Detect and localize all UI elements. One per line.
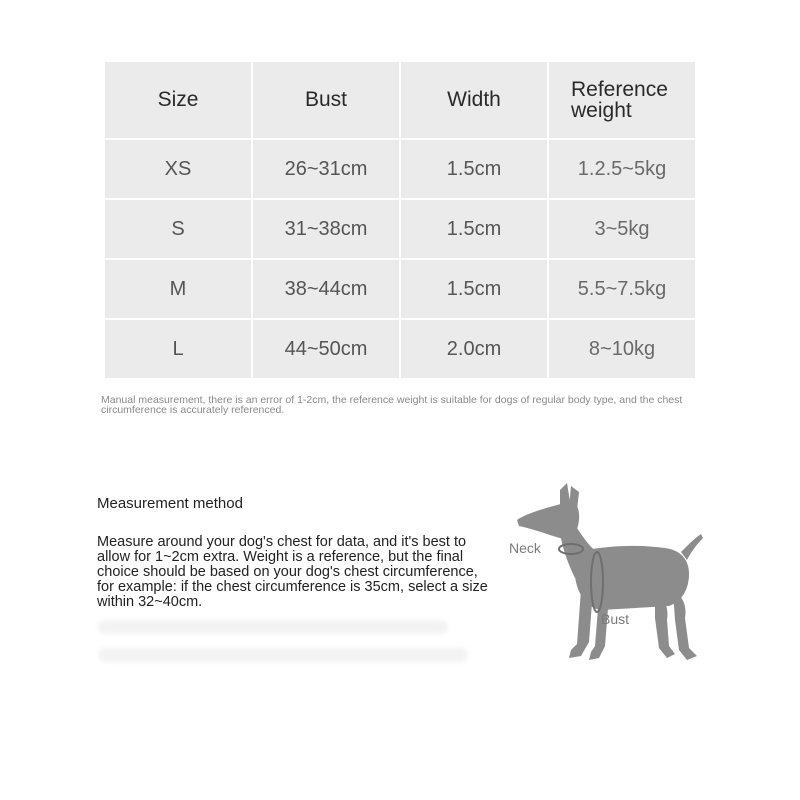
header-size: Size xyxy=(105,62,251,138)
cell-width: 1.5cm xyxy=(401,200,547,258)
table-row xyxy=(105,260,695,318)
cell-weight: 5.5~7.5kg xyxy=(549,260,695,318)
cell-weight: 8~10kg xyxy=(549,320,695,378)
cell-size: L xyxy=(105,320,251,378)
cell-size: M xyxy=(105,260,251,318)
cell-bust: 26~31cm xyxy=(253,140,399,198)
bust-label: Bust xyxy=(601,611,630,627)
measurement-note: Manual measurement, there is an error of 1-2cm, the reference weight is suitable for dogs of regular body type, and the chest circumference is accurately referenced. xyxy=(101,394,683,416)
header-width: Width xyxy=(401,62,547,138)
header-reference-line1: Reference xyxy=(571,78,668,101)
header-bust: Bust xyxy=(253,62,399,138)
cell-width: 2.0cm xyxy=(401,320,547,378)
cell-width: 1.5cm xyxy=(401,260,547,318)
dog-silhouette-icon xyxy=(517,483,703,660)
cell-weight: 1.2.5~5kg xyxy=(549,140,695,198)
blurred-text-line xyxy=(98,648,468,662)
cell-bust: 44~50cm xyxy=(253,320,399,378)
table-row xyxy=(105,140,695,198)
table-header-row xyxy=(105,62,695,138)
method-title: Measurement method xyxy=(97,495,243,512)
header-reference-line2: weight xyxy=(571,99,632,122)
cell-size: S xyxy=(105,200,251,258)
cell-weight: 3~5kg xyxy=(549,200,695,258)
header-reference-weight xyxy=(549,62,695,138)
method-description: Measure around your dog's chest for data, and it's best to allow for 1~2cm extra. Weight is a reference, but the final choice should be based on your dog's chest circumference, for example: if the chest circumference is 35cm, select a size within 32~40cm. xyxy=(97,534,488,610)
cell-width: 1.5cm xyxy=(401,140,547,198)
neck-label: Neck xyxy=(509,540,541,556)
dog-diagram xyxy=(505,478,710,668)
size-table xyxy=(103,60,697,380)
blurred-text-line xyxy=(98,620,448,634)
table-row xyxy=(105,200,695,258)
cell-size: XS xyxy=(105,140,251,198)
cell-bust: 38~44cm xyxy=(253,260,399,318)
cell-bust: 31~38cm xyxy=(253,200,399,258)
table-row xyxy=(105,320,695,378)
